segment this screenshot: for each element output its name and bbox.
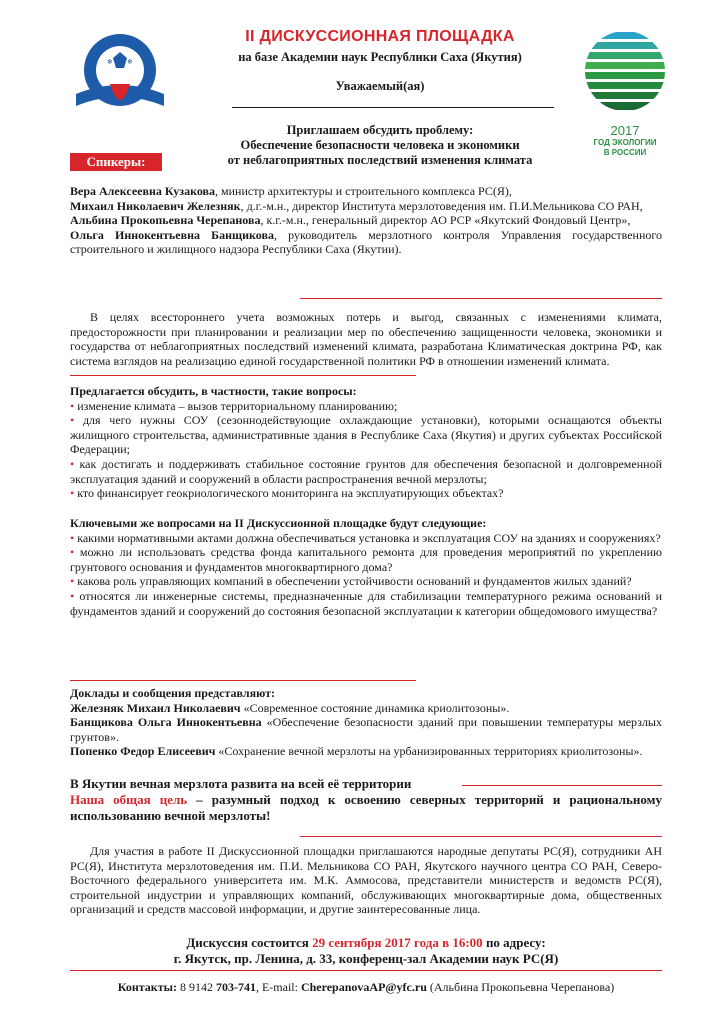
report-item: Банщикова Ольга Иннокентьевна «Обеспечение безопасности зданий при повышении температуры мерзлых грунтов». [70,715,662,744]
speakers-list [70,184,662,257]
event-address: г. Якутск, пр. Ленина, д. 33, конференц-зал Академии наук РС(Я) [173,951,559,966]
intro-paragraph: В целях всестороннего учета возможных потерь и выгод, связанных с изменениями климата, предосторожности при планировании и реализации мер по обеспечению защищенности человека, экономики и государства от неблагоприятных последствий изменений климата, разработана Климатическая доктрина РФ, как система взглядов на реализацию единой государственной политики РФ в отношении изменений климата. [70,310,662,368]
ecology-globe-icon [582,28,668,114]
greeting-underline [232,107,554,108]
key-questions-heading: Ключевыми же вопросами на II Дискуссионной площадке будут следующие: [70,516,487,530]
event-datetime: Дискуссия состоится 29 сентября 2017 года в 16:00 по адресу: [186,935,546,950]
report-item: Попенко Федор Елисеевич «Сохранение вечной мерзлоты на урбанизированных территориях криолитозоны». [70,744,643,759]
slogan-line: В Якутии вечная мерзлота развита на всей её территории [70,776,412,791]
participants-paragraph: Для участия в работе II Дискуссионной площадки приглашаются народные депутаты РС(Я), сотрудники АН РС(Я), Института мерзлотоведения им. П.И. Мельникова СО РАН, Якутского научного центра СО РАН, Северо-Восточного федерального университета им. М.К. Аммосова, представители министерств и ведомств РС(Я), строительной индустрии и управляющих компаний, обслуживающих многоквартирные дома, общественных организаций и средств массовой информации, и другие заинтересованные лица. [70,844,662,917]
goal-statement: Наша общая цель – разумный подход к освоению северных территорий и рациональному использованию вечной мерзлоты! [70,792,663,823]
divider-1 [300,298,662,299]
key-question-item: • какова роль управляющих компаний в обеспечении устойчивости оснований и фундаментов жилых зданий? [70,574,662,589]
academy-logo [70,24,170,124]
svg-text:❄: ❄ [127,58,133,66]
speakers-label: Спикеры: [70,153,162,171]
question-item: • кто финансирует геокриологического мониторинга на эксплуатирующих объектах? [70,486,662,501]
event-info [70,935,662,967]
ecology-year-logo [580,28,670,163]
speaker-2: Михаил Николаевич Железняк, д.г.-м.н., директор Института мерзлотоведения им. П.И.Мельникова СО РАН, [70,198,643,213]
document-title: II ДИСКУССИОННАЯ ПЛОЩАДКА [245,28,515,45]
svg-text:❄: ❄ [107,58,113,66]
key-questions-section [70,516,662,618]
eco-year: 2017 [610,123,640,138]
document-subtitle: на базе Академии наук Республики Саха (Якутия) [238,50,522,64]
questions-section [70,384,662,501]
speaker-4: Ольга Иннокентьевна Банщикова, руководитель мерзлотного контроля Управления государственного строительного и жилищного надзора Республики Саха (Якутии). [70,227,662,257]
divider-6 [70,970,662,971]
slogan-section [70,776,662,824]
questions-heading: Предлагается обсудить, в частности, такие вопросы: [70,384,357,398]
invite-line-2: Обеспечение безопасности человека и экономики [240,138,520,152]
contacts: Контакты: 8 9142 703-741, E-mail: CherepanovaAP@yfc.ru (Альбина Прокопьевна Черепанова) [117,980,615,994]
divider-2 [70,375,416,376]
speaker-3: Альбина Прокопьевна Черепанова, к.г.-м.н., генеральный директор АО РСР «Якутский Фондовый Центр», [70,213,631,228]
key-question-item: • относятся ли инженерные системы, предназначенные для стабилизации температурного режима оснований и фундаментов зданий и сооружений до состояния безопасной эксплуатации к категории общедомового имущества? [70,589,662,618]
invite-line-3: от неблагоприятных последствий изменения климата [227,153,533,167]
divider-3 [70,680,416,681]
reports-heading: Доклады и сообщения представляют: [70,686,276,700]
eco-line-2: В РОССИИ [603,148,647,157]
eco-line-1: ГОД ЭКОЛОГИИ [593,138,657,147]
reports-section [70,686,662,759]
invitation [170,123,590,168]
contact-email[interactable]: CherepanovaAP@yfc.ru [300,980,427,994]
divider-4 [462,785,662,786]
question-item: • для чего нужны СОУ (сезоннодействующие охлаждающие установки), которыми оснащаются объекты жилищного строительства, административные здания в Республике Саха (Якутия) и других субъектах Российской Федерации; [70,413,662,457]
key-question-item: • можно ли использовать средства фонда капитального ремонта для проведения мероприятий по укреплению грунтового основания и фундаментов многоквартирного дома? [70,545,662,574]
divider-5 [300,836,662,837]
question-item: • изменение климата – вызов территориальному планированию; [70,399,662,414]
report-item: Железняк Михаил Николаевич «Современное состояние динамика криолитозоны». [70,700,510,715]
invite-line-1: Приглашаем обсудить проблему: [286,123,474,137]
contact-phone: 703-741 [215,980,256,994]
question-item: • как достигать и поддерживать стабильное состояние грунтов для обеспечения безопасной и долговременной эксплуатация зданий и сооружений в области распространения вечной мерзлоты; [70,457,662,486]
greeting: Уважаемый(ая) [335,79,425,93]
key-question-item: • какими нормативными актами должна обеспечиваться установка и эксплуатация СОУ на зданиях и сооружениях? [70,531,662,546]
speaker-1: Вера Алексеевна Кузакова, министр архитектуры и строительного комплекса РС(Я), [70,184,512,198]
